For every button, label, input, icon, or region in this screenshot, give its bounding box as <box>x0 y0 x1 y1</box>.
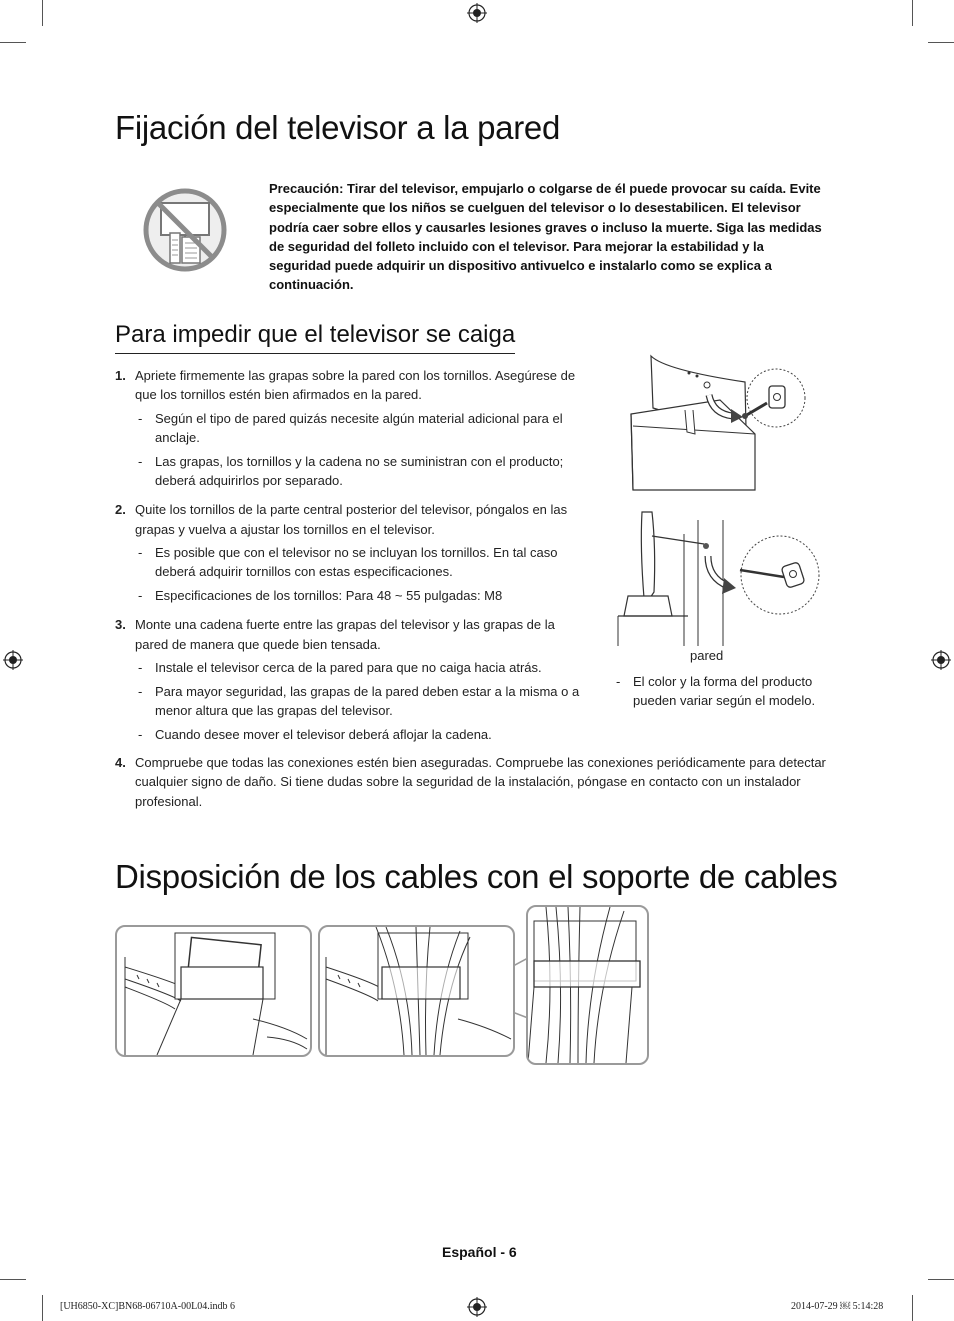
print-slug-right: 2014-07-29 ￼ 5:14:28 <box>791 1301 884 1312</box>
step-2: 2. Quite los tornillos de la parte central posterior del televisor, póngalos en las grapas y vuelva a ajustar los tornillos en el televisor. - Es posible que con el televisor no se incluyan los tornillos. En tal caso deberá adquirir tornillos con estas especificaciones. - Especificaciones de los tornillos: Para 48 ~ 55 pulgadas: M8 <box>115 500 585 605</box>
tv-clamp-illustration <box>625 350 810 495</box>
registration-mark-icon <box>931 650 951 670</box>
bullet-item: - Para mayor seguridad, las grapas de la pared deben estar a la misma o a menor altura que las grapas del televisor. <box>135 682 585 721</box>
section-title-cable-holder: Disposición de los cables con el soporte de cables <box>115 858 838 895</box>
page-number: Español - 6 <box>442 1244 517 1260</box>
no-climbing-icon <box>140 185 230 275</box>
crop-mark <box>912 1295 913 1321</box>
print-slug-left: [UH6850-XC]BN68-06710A-00L04.indb 6 <box>60 1301 235 1312</box>
subsection-heading-wrap <box>115 321 515 354</box>
step-4: 4. Compruebe que todas las conexiones estén bien aseguradas. Compruebe las conexiones periódicamente para detectar cualquier signo de daño. Si tiene dudas sobre la seguridad de la instalación, póngase en contacto con un instalador profesional. <box>115 753 830 811</box>
crop-mark <box>928 42 954 43</box>
crop-mark <box>42 0 43 26</box>
section-title-wall-mount: Fijación del televisor a la pared <box>115 109 561 146</box>
step-text: Compruebe que todas las conexiones estén bien aseguradas. Compruebe las conexiones periódicamente para detectar cualquier signo de daño. Si tiene dudas sobre la seguridad de la instalación, póngase en contacto con un instalador profesional. <box>135 755 826 809</box>
bullet-item: - Las grapas, los tornillos y la cadena no se suministran con el producto; deberá adquirirlos por separado. <box>135 452 585 491</box>
cable-step-panel-3-zoom <box>526 905 649 1065</box>
step-bullets <box>135 409 585 491</box>
crop-mark <box>912 0 913 26</box>
cable-step-panel-1 <box>115 925 312 1057</box>
crop-mark <box>42 1295 43 1321</box>
crop-mark <box>0 1279 26 1280</box>
wall-label: pared <box>690 648 724 663</box>
registration-mark-icon <box>3 650 23 670</box>
bullet-item: - Especificaciones de los tornillos: Para 48 ~ 55 pulgadas: M8 <box>135 586 585 605</box>
bullet-item: - Es posible que con el televisor no se incluyan los tornillos. En tal caso deberá adquirir tornillos con estas especificaciones. <box>135 543 585 582</box>
subsection-title: Para impedir que el televisor se caiga <box>115 321 515 354</box>
step-bullets <box>135 543 585 605</box>
step-text: Apriete firmemente las grapas sobre la pared con los tornillos. Asegúrese de que los tornillos estén bien afirmados en la pared. <box>135 368 576 403</box>
caution-text: Precaución: Tirar del televisor, empujarlo o colgarse de él puede provocar su caída. Evite especialmente que los niños se cuelguen del televisor o lo desestabilicen. El televisor podría caer sobre ellos y causarles lesiones graves o incluso la muerte. Siga las medidas de seguridad del folleto incluido con el televisor. Para mejorar la estabilidad y la seguridad puede adquirir un dispositivo antivuelco e instalarlo como se explica a continuación. <box>269 181 822 293</box>
bullet-item: - Cuando desee mover el televisor deberá aflojar la cadena. <box>135 725 585 744</box>
step-1: 1. Apriete firmemente las grapas sobre la pared con los tornillos. Asegúrese de que los tornillos estén bien afirmados en la pared. - Según el tipo de pared quizás necesite algún material adicional para el anclaje. - Las grapas, los tornillos y la cadena no se suministran con el producto; deberá adquirirlos por separado. <box>115 366 585 490</box>
step-3: 3. Monte una cadena fuerte entre las grapas del televisor y las grapas de la pared de manera que quede bien tensada. - Instale el televisor cerca de la pared para que no caiga hacia atrás. - Para mayor seguridad, las grapas de la pared deben estar a la misma o a menor altura que las grapas del televisor. - Cuando desee mover el televisor deberá aflojar la cadena. <box>115 615 585 744</box>
registration-mark-icon <box>467 3 487 23</box>
registration-mark-icon <box>467 1297 487 1317</box>
steps-list <box>115 366 585 749</box>
step-bullets <box>135 658 585 744</box>
bullet-item: - Según el tipo de pared quizás necesite algún material adicional para el anclaje. <box>135 409 585 448</box>
step-text: Quite los tornillos de la parte central posterior del televisor, póngalos en las grapas y vuelva a ajustar los tornillos en el televisor. <box>135 502 568 537</box>
step-text: Monte una cadena fuerte entre las grapas del televisor y las grapas de la pared de manera que quede bien tensada. <box>135 617 555 652</box>
tv-wall-chain-illustration <box>612 508 822 648</box>
crop-mark <box>0 42 26 43</box>
model-note: - El color y la forma del producto pueden variar según el modelo. <box>616 674 816 709</box>
cable-step-panel-2 <box>318 925 515 1057</box>
crop-mark <box>928 1279 954 1280</box>
model-note-text: El color y la forma del producto pueden variar según el modelo. <box>633 674 816 709</box>
bullet-item: - Instale el televisor cerca de la pared para que no caiga hacia atrás. <box>135 658 585 677</box>
